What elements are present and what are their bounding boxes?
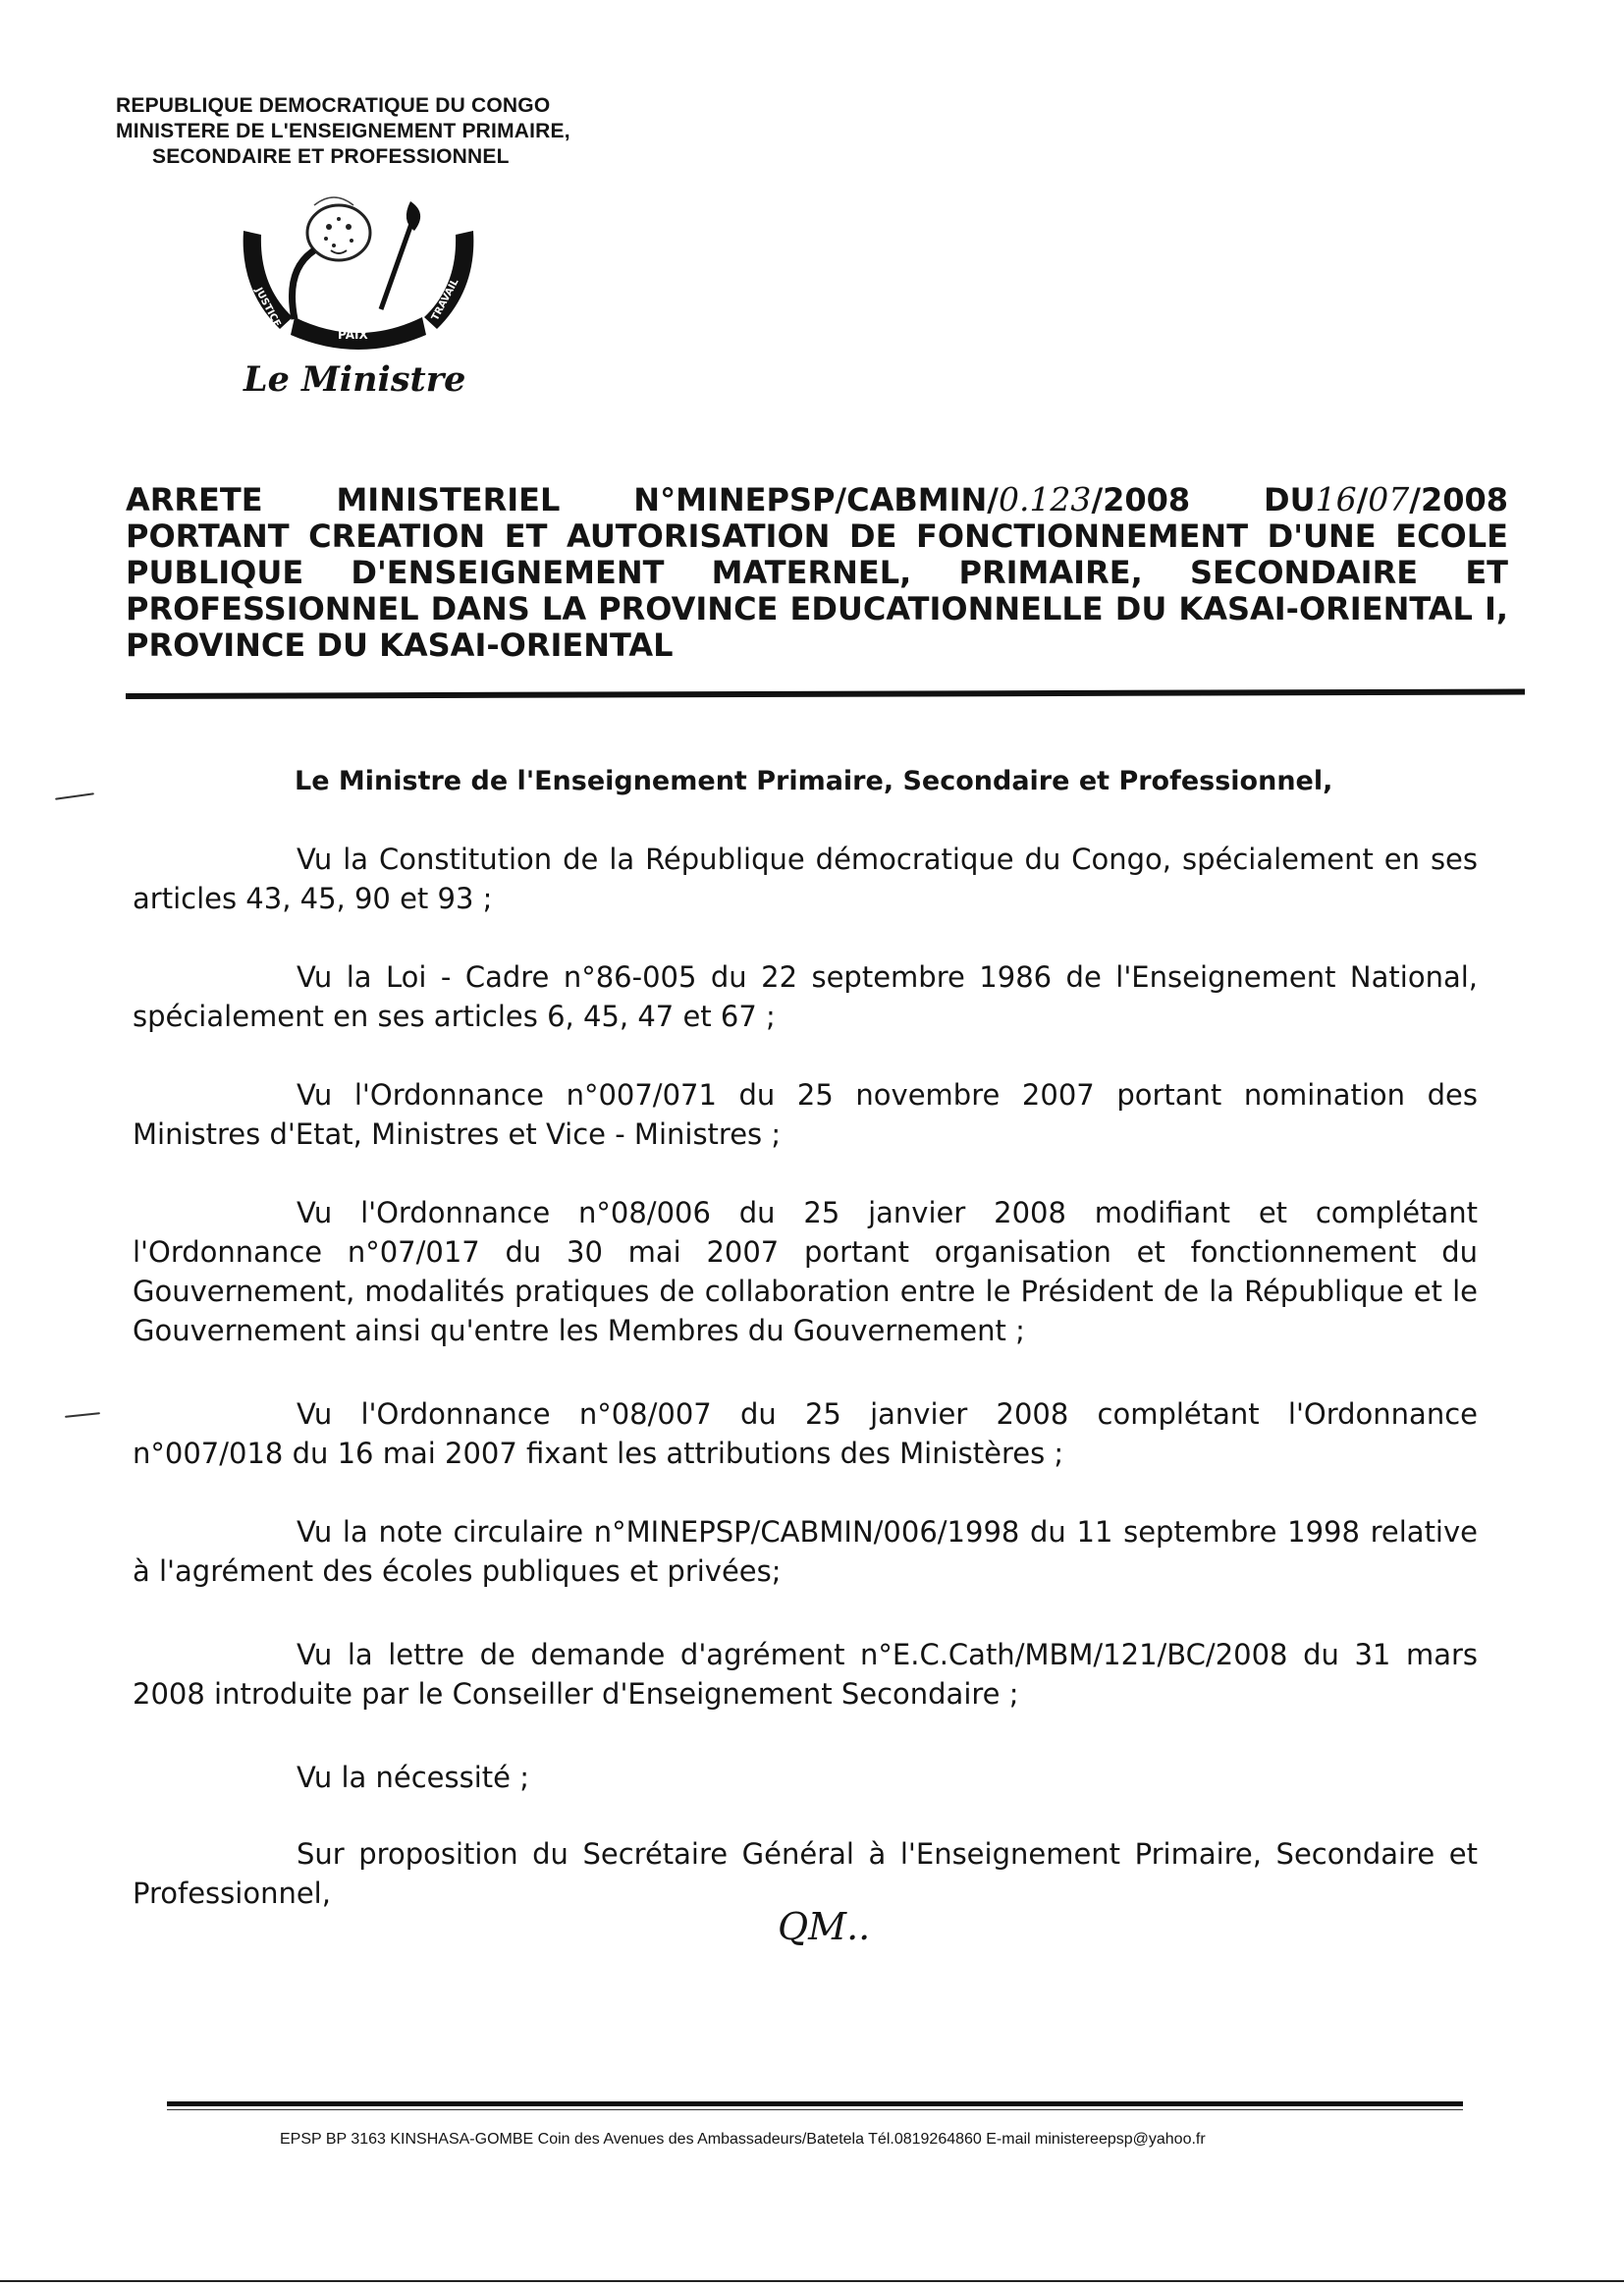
title-line-1: ARRETE MINISTERIEL N°MINEPSP/CABMIN/0.123/2008 DU16/07/2008 bbox=[126, 480, 1509, 518]
date-month-handwritten: 07 bbox=[1368, 480, 1410, 518]
title-line-2: PORTANT CREATION ET AUTORISATION DE FONCTIONNEMENT D'UNE ECOLE bbox=[126, 517, 1508, 555]
paragraph-ordonnance-006: Vu l'Ordonnance n°08/006 du 25 janvier 2008 modifiant et complétant l'Ordonnance n°07/017 du 30 mai 2007 portant organisation et fonctionnement du Gouvernement, modalités pratiques de collaboration entre le Président de la République et le Gouvernement ainsi qu'entre les Membres du Gouvernement ; bbox=[133, 1196, 1478, 1347]
ribbon-center-text: PAIX bbox=[338, 328, 368, 342]
paragraph-loi-cadre: Vu la Loi - Cadre n°86-005 du 22 septembre 1986 de l'Enseignement National, spécialement en ses articles 6, 45, 47 et 67 ; bbox=[133, 960, 1478, 1033]
decree-year: /2008 bbox=[1091, 481, 1191, 518]
intro-heading: Le Ministre de l'Enseignement Primaire, Secondaire et Professionnel, bbox=[295, 766, 1333, 796]
paragraph-lettre-demande: Vu la lettre de demande d'agrément n°E.C.Cath/MBM/121/BC/2008 du 31 mars 2008 introduite par le Conseiller d'Enseignement Secondaire ; bbox=[133, 1638, 1478, 1711]
date-day-handwritten: 16 bbox=[1315, 480, 1357, 518]
decree-title bbox=[126, 481, 1508, 664]
paragraph-necessite: Vu la nécessité ; bbox=[297, 1761, 529, 1794]
footer-rule bbox=[167, 2101, 1463, 2106]
header-ministry-sub: SECONDAIRE ET PROFESSIONNEL bbox=[152, 145, 510, 168]
title-word: ARRETE bbox=[126, 481, 263, 518]
ribbon-left-text: JUSTICE bbox=[252, 286, 283, 330]
title-word: MINISTERIEL bbox=[336, 481, 561, 518]
paragraph-proposition: Sur proposition du Secrétaire Général à l'Enseignement Primaire, Secondaire et Professionnel, bbox=[133, 1837, 1478, 1910]
decree-number-handwritten: 0.123 bbox=[998, 480, 1092, 518]
paragraph-note-circulaire: Vu la note circulaire n°MINEPSP/CABMIN/006/1998 du 11 septembre 1998 relative à l'agrément des écoles publiques et privées; bbox=[133, 1515, 1478, 1588]
coat-of-arms-icon bbox=[236, 191, 481, 363]
footer-rule-thin bbox=[167, 2109, 1463, 2110]
paragraph-ordonnance-071: Vu l'Ordonnance n°007/071 du 25 novembre 2007 portant nomination des Ministres d'Etat, Ministres et Vice - Ministres ; bbox=[133, 1078, 1478, 1151]
ribbon-right-text: TRAVAIL bbox=[429, 277, 461, 323]
title-line-3: PUBLIQUE D'ENSEIGNEMENT MATERNEL, PRIMAIRE, SECONDAIRE ET bbox=[126, 554, 1508, 591]
header-ministry: MINISTERE DE L'ENSEIGNEMENT PRIMAIRE, bbox=[116, 120, 570, 142]
handwritten-initials: QM.. bbox=[778, 1905, 871, 1948]
scan-edge bbox=[0, 2280, 1624, 2282]
title-line-5: PROVINCE DU KASAI-ORIENTAL bbox=[126, 626, 674, 664]
date-year: /2008 bbox=[1409, 481, 1509, 518]
scan-mark bbox=[55, 792, 94, 800]
decree-number-prefix: N°MINEPSP/CABMIN/ bbox=[633, 481, 999, 518]
header-country: REPUBLIQUE DEMOCRATIQUE DU CONGO bbox=[116, 94, 551, 117]
title-line-4: PROFESSIONNEL DANS LA PROVINCE EDUCATIONNELLE DU KASAI-ORIENTAL I, bbox=[126, 590, 1508, 627]
paragraph-ordonnance-007: Vu l'Ordonnance n°08/007 du 25 janvier 2008 complétant l'Ordonnance n°007/018 du 16 mai 2007 fixant les attributions des Ministères ; bbox=[133, 1397, 1478, 1470]
footer-address: EPSP BP 3163 KINSHASA-GOMBE Coin des Avenues des Ambassadeurs/Batetela Tél.0819264860 E-mail ministereepsp@yahoo.fr bbox=[280, 2131, 1206, 2148]
scan-mark bbox=[65, 1412, 100, 1418]
minister-label: Le Ministre bbox=[244, 359, 466, 400]
date-prefix: DU bbox=[1264, 481, 1316, 518]
paragraph-constitution: Vu la Constitution de la République démocratique du Congo, spécialement en ses articles 43, 45, 90 et 93 ; bbox=[133, 843, 1478, 915]
title-divider bbox=[126, 689, 1525, 699]
